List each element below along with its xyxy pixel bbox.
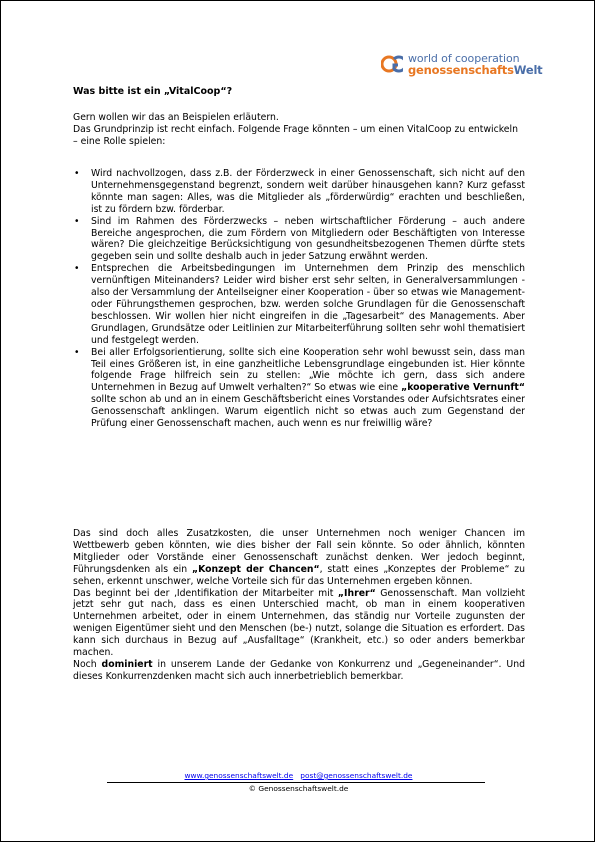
bullet-icon: • bbox=[74, 215, 80, 227]
footer-copyright: © Genossenschaftswelt.de bbox=[248, 784, 349, 793]
question-list bbox=[73, 168, 525, 430]
list-item-emphasis: „kooperative Vernunft“ bbox=[401, 382, 525, 394]
bullet-icon: • bbox=[74, 346, 80, 358]
paragraph-emphasis: „Ihrer“ bbox=[337, 587, 376, 599]
list-item bbox=[73, 347, 525, 430]
list-item-text-before: Bei aller Erfolgsorientierung, sollte sich eine Kooperation sehr wohl bewusst sein, dass man Teil eines Größeren ist, in eine ganzheitliche Lebensgrundlage eingebunden ist. Hier könnte folgende Frage hilfreich sein zu stellen: „Wie möchte ich gern, dass sich andere Unternehmen in Bezug auf Umwelt verhalten?“ So etwas wie eine bbox=[91, 346, 525, 394]
logo-wordmark-part2: Welt bbox=[513, 63, 543, 77]
website-link[interactable]: www.genossenschaftswelt.de bbox=[184, 771, 294, 780]
paragraph-emphasis: „Konzept der Chancen“ bbox=[191, 563, 320, 575]
intro-section bbox=[73, 112, 525, 148]
paragraph-text: Noch bbox=[73, 658, 102, 670]
list-item bbox=[73, 216, 525, 264]
genossenschaftswelt-logo bbox=[381, 53, 571, 75]
logo-wordmark-part1: genossenschafts bbox=[408, 63, 514, 77]
closing-paragraph-2 bbox=[73, 588, 525, 659]
list-item-text-after: sollte schon ab und an in einem Geschäftsbericht eines Vorstandes oder Aufsichtsrates einer Genossenschaft anklingen. Warum eigentlich nicht so etwas auch zum Gegenstand der Prüfung einer Genossenschaft machen, auch wenn es nur freiwillig wäre? bbox=[91, 394, 525, 430]
list-item-text: Entsprechen die Arbeitsbedingungen im Unternehmen dem Prinzip des menschlich vernünftigen Miteinanders? Leider wird bisher erst sehr selten, in Generalversammlungen - also der Versammlung der Anteilseigner einer Kooperation - über so etwas wie Management- oder Führungsthemen gesprochen, bzw. werden solche Grundlagen für die Genossenschaft beschlossen. Wir wollen hier nicht eingreifen in die „Tagesarbeit“ des Managements. Aber Grundlagen, Grundsätze oder Leitlinien zur Mitarbeiterführung sollten sehr wohl thematisiert und festgelegt werden. bbox=[91, 263, 525, 346]
closing-paragraph-1 bbox=[73, 528, 525, 588]
bullet-icon: • bbox=[74, 168, 80, 179]
list-item bbox=[73, 263, 525, 346]
paragraph-text: Das beginnt bei der ‚Identifikation der Mitarbeiter mit bbox=[73, 587, 338, 599]
paragraph-text: Das sind doch alles Zusatzkosten, die unser Unternehmen noch weniger Chancen im Wettbewerb geben könnten, wie dies bisher der Fall sein könnte. So oder ähnlich, könnten Mitglieder oder Vorstände einer Genossenschaft zunächst denken. Wer jedoch beginnt, Führungsdenken als ein bbox=[73, 528, 525, 575]
bullet-icon: • bbox=[74, 263, 80, 275]
page-title: Was bitte ist ein „VitalCoop“? bbox=[73, 86, 233, 97]
logo-wordmark bbox=[408, 63, 542, 77]
footer-links bbox=[1, 771, 595, 780]
paragraph-text: Genossenschaft. Man vollzieht jetzt sehr gut nach, dass es einen Unterschied macht, ob man in einem kooperativen Unternehmen arbeitet, oder in einem Unternehmen, das ständig nur Vorteile zugunsten der wenigen Eigentümer sieht und den Menschen (be-) nutzt, solange die Situation es erfordert. Das kann sich durchaus in Bezug auf „Ausfalltage“ (Krankheit, etc.) so oder anders bemerkbar machen. bbox=[73, 587, 525, 659]
closing-section bbox=[73, 528, 525, 683]
footer-divider bbox=[107, 782, 485, 783]
paragraph-text: , statt eines „Konzeptes der Probleme“ zu sehen, erkennt unschwer, welche Vorteile sich für das Unternehmen ergeben können. bbox=[73, 563, 525, 587]
intro-line-2: Das Grundprinzip ist recht einfach. Folgende Frage könnten – um einen VitalCoop zu entwickeln – eine Rolle spielen: bbox=[73, 123, 519, 147]
list-item-text: Wird nachvollzogen, dass z.B. der Förderzweck in einer Genossenschaft, sich nicht auf den Unternehmensgegenstand begrenzt, sondern weit darüber hinausgehen kann? Kurz gefasst könnte man sagen: Alles, was die Mitglieder als „förderwürdig“ erachten und beschließen, ist zu fördern bzw. förderbar. bbox=[91, 168, 525, 215]
paragraph-text: in unserem Lande der Gedanke von Konkurrenz und „Gegeneinander“. Und dieses Konkurrenzdenken macht sich auch innerbetrieblich bemerkbar. bbox=[73, 658, 525, 682]
logo-mark-icon bbox=[381, 53, 403, 75]
list-item-text: Sind im Rahmen des Förderzwecks – neben wirtschaftlicher Förderung – auch andere Bereiche angesprochen, die zum Fördern von Mitgliedern oder Beschäftigten von Interesse wären? Die gleichzeitige Berücksichtigung von gesundheitsbezogenen Themen dürfte stets gegeben sein und sollte deshalb auch in jeder Satzung erwähnt werden. bbox=[91, 215, 525, 263]
intro-line-1: Gern wollen wir das an Beispielen erläutern. bbox=[73, 112, 279, 123]
paragraph-emphasis: dominiert bbox=[101, 658, 153, 670]
logo-tagline: world of cooperation bbox=[408, 52, 520, 65]
list-item bbox=[73, 168, 525, 216]
email-link[interactable]: post@genossenschaftswelt.de bbox=[300, 771, 413, 780]
closing-paragraph-3 bbox=[73, 659, 525, 683]
